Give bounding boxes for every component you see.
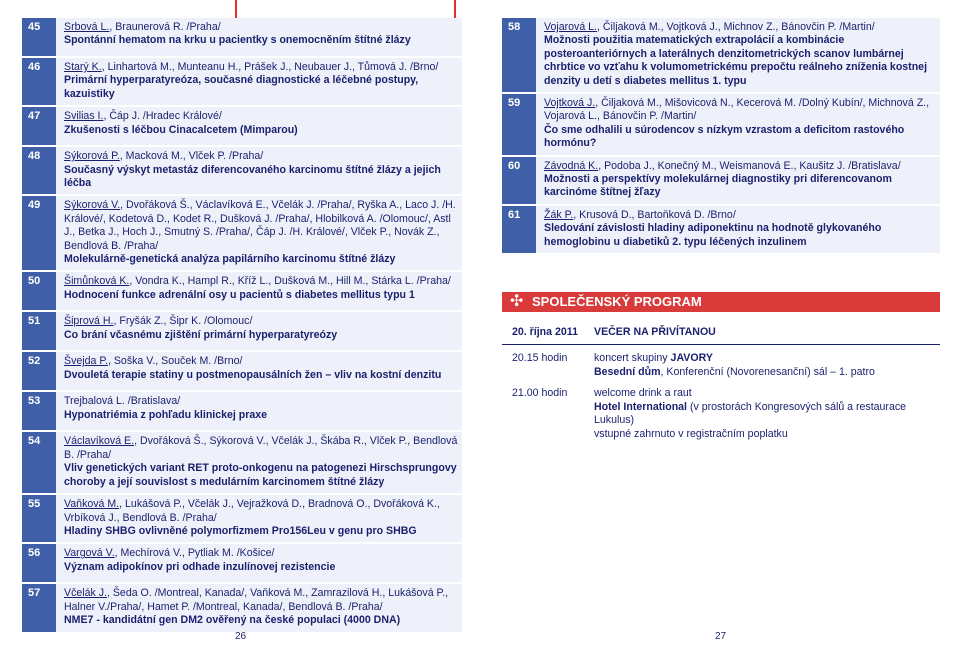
abstract-authors <box>64 315 337 328</box>
abstract-item <box>502 157 940 206</box>
presenting-author: Vojtková J. <box>544 97 596 110</box>
abstract-authors <box>64 587 462 614</box>
abstract-number: 50 <box>22 272 56 310</box>
abstract-title: Význam adipokínov pri odhade inzulínovej rezistencie <box>64 560 336 573</box>
abstract-item <box>22 272 462 312</box>
abstract-number: 59 <box>502 94 536 155</box>
abstract-item <box>22 312 462 352</box>
abstract-number: 49 <box>22 196 56 270</box>
abstract-number: 58 <box>502 18 536 92</box>
co-authors: , Braunerová R. /Praha/ <box>109 21 221 33</box>
abstract-title: Sledování závislosti hladiny adiponektinu na hodnotě glykovaného hemoglobinu u diabetiků 2. typu léčených inzulinem <box>544 222 882 248</box>
abstract-number: 56 <box>22 544 56 582</box>
event-venue-detail: (v prostorách Kongresových sálů a restaurace Lukulus) <box>594 400 907 427</box>
presenting-author: Sýkorová P. <box>64 150 120 163</box>
event-note: vstupné zahrnuto v registračním poplatku <box>594 427 788 440</box>
abstract-authors <box>544 97 940 124</box>
presenting-author: Starý K. <box>64 61 102 73</box>
abstract-item <box>22 432 462 495</box>
abstract-number: 55 <box>22 495 56 542</box>
abstract-item <box>22 352 462 392</box>
abstract-title: Hyponatriémia z pohľadu klinickej praxe <box>64 408 268 421</box>
co-authors: , Šeda O. /Montreal, Kanada/, Vaňková M., Zamrazilová H., Lukášová P., Halner V./Praha/, Hamet P. /Montreal, Kanada/, Bendlová B. /Praha/ <box>64 587 449 613</box>
abstract-number: 47 <box>22 107 56 145</box>
abstract-title: Hodnocení funkce adrenální osy u pacientů s diabetes mellitus typu 1 <box>64 288 415 301</box>
abstract-item <box>22 58 462 107</box>
abstract-number: 53 <box>22 392 56 430</box>
abstract-authors <box>64 355 441 368</box>
social-program-header <box>502 292 940 312</box>
event-time: 21.00 hodin <box>512 387 568 399</box>
co-authors: , Linhartová M., Munteanu H., Prášek J., Neubauer J., Tůmová J. /Brno/ <box>101 61 439 73</box>
abstract-authors <box>64 61 462 74</box>
abstract-title: Molekulárně-genetická analýza papilárního karcinomu štítné žlázy <box>64 253 396 266</box>
abstract-title: Primární hyperparatyreóza, současné diagnostické a léčebné postupy, kazuistiky <box>64 74 419 100</box>
abstract-title: Co brání včasnému zjištění primární hyperparatyreózy <box>64 328 338 341</box>
presenting-author: Svilias I. <box>64 110 104 123</box>
co-authors: , Lukášová P., Včelák J., Vejražková D., Bradnová O., Dvořáková K., Vrbíková J., Bendlová B. /Praha/ <box>64 498 440 524</box>
abstract-number: 48 <box>22 147 56 194</box>
abstract-authors <box>64 435 462 462</box>
presenting-author: Srbová L. <box>64 21 110 33</box>
abstract-title: Možnosti a perspektívy molekulárnej diagnostiky pri diferencovanom karcinóme štítnej žľazy <box>544 173 892 199</box>
abstract-number: 54 <box>22 432 56 493</box>
presenting-author: Václavíková E. <box>64 435 135 448</box>
abstract-number: 57 <box>22 584 56 631</box>
abstract-title: Spontánní hematom na krku u pacientky s onemocněním štítné žlázy <box>64 34 411 47</box>
co-authors: , Soška V., Souček M. /Brno/ <box>107 355 243 368</box>
event-date-row <box>502 326 940 345</box>
abstract-item <box>22 544 462 584</box>
abstract-authors <box>64 275 451 288</box>
abstract-authors <box>64 498 462 525</box>
page-number-right: 27 <box>715 631 727 642</box>
abstract-authors <box>64 150 462 163</box>
abstract-item <box>502 18 940 94</box>
page-marker-line <box>235 0 237 18</box>
page-marker-line-right <box>454 0 456 18</box>
presenting-author: Závodná K. <box>544 159 599 172</box>
abstract-authors <box>544 209 940 222</box>
abstract-authors <box>64 110 298 123</box>
co-authors: , Čiljaková M., Vojtková J., Michnov Z., Bánovčin P. /Martin/ <box>597 21 875 33</box>
abstract-title: Možnosti použitia matematických extrapolácií a kombinácie posteroanteriórnych a laterálnych denzitometrických scanov lumbárnej chrbtice vo vzťahu k volumometrickému prepočtu reálneho zníženia kostnej denzity u detí s diabetes mellitus 1. typu <box>544 34 928 87</box>
evening-title: VEČER NA PŘIVÍTANOU <box>594 326 716 338</box>
presenting-author: Šimůnková K. <box>64 275 130 288</box>
abstract-item <box>22 584 462 633</box>
abstract-authors <box>64 547 335 560</box>
co-authors: Trejbalová L. /Bratislava/ <box>64 395 181 408</box>
plus-icon: ✣ <box>510 293 524 310</box>
event-venue: Besední dům <box>594 365 661 378</box>
co-authors: , Dvořáková Š., Václavíková E., Včelák J. /Praha/, Ryška A., Laco J. /H. Králové/, Kodetová D., Kodet R., Dušková J. /Praha/, Hlobilková A. /Olomouc/, Astl J., Betka J., Hoch J., Smutný S. /Praha/, Čáp J. /H. Králové/, Vlček P., Novák Z., Bendlová B. /Praha/ <box>64 199 456 252</box>
left-abstract-list <box>22 18 462 634</box>
presenting-author: Vojarová L. <box>544 21 598 33</box>
abstract-title: Vliv genetických variant RET proto-onkogenu na patogenezi Hirschsprungovy choroby a její souvislost s medulárním karcinomem štítné žlázy <box>64 462 457 488</box>
abstract-item <box>502 94 940 157</box>
co-authors: , Čiljaková M., Mišovicová N., Kecerová M. /Dolný Kubín/, Michnová Z., Vojarová L., Bánovčin P. /Martin/ <box>544 97 930 123</box>
co-authors: , Mechírová V., Pytliak M. /Košice/ <box>114 547 275 560</box>
presenting-author: Žák P. <box>544 208 574 221</box>
event-venue: Hotel International <box>594 400 687 413</box>
abstract-title: Dvouletá terapie statiny u postmenopausálních žen – vliv na kostní denzitu <box>64 368 442 381</box>
abstract-item <box>22 18 462 58</box>
abstract-item <box>22 392 462 432</box>
event-time: 20.15 hodin <box>512 352 568 364</box>
co-authors: , Macková M., Vlček P. /Praha/ <box>119 150 264 163</box>
abstract-number: 61 <box>502 206 536 253</box>
presenting-author: Šiprová H. <box>64 315 114 328</box>
abstract-authors <box>64 21 411 34</box>
abstract-number: 60 <box>502 157 536 204</box>
abstract-title: NME7 - kandidátní gen DM2 ověřený na české populaci (4000 DNA) <box>64 614 401 627</box>
co-authors: , Fryšák Z., Šipr K. /Olomouc/ <box>113 315 253 328</box>
abstract-authors <box>544 21 940 34</box>
abstract-authors <box>64 199 462 253</box>
abstract-title: Čo sme odhalili u súrodencov s nízkym vzrastom a deficitom rastového hormónu? <box>544 123 905 150</box>
abstract-authors <box>64 395 267 408</box>
event-desc: welcome drink a raut <box>594 387 692 399</box>
co-authors: , Krusová D., Bartoňková D. /Brno/ <box>573 208 736 221</box>
abstract-authors <box>544 160 940 173</box>
event-item <box>502 352 940 379</box>
presenting-author: Včelák J. <box>64 587 107 600</box>
abstract-title: Hladiny SHBG ovlivněné polymorfizmem Pro156Leu v genu pro SHBG <box>64 524 417 537</box>
social-program-title: SPOLEČENSKÝ PROGRAM <box>532 294 702 309</box>
co-authors: , Čáp J. /Hradec Králové/ <box>103 110 222 123</box>
abstract-title: Současný výskyt metastáz diferencovaného karcinomu štítné žlázy a jejich léčba <box>64 163 441 190</box>
abstract-title: Zkušenosti s léčbou Cinacalcetem (Mimparou) <box>64 123 298 136</box>
co-authors: , Vondra K., Hampl R., Kříž L., Dušková M., Hill M., Stárka L. /Praha/ <box>129 275 451 288</box>
abstract-item <box>22 196 462 272</box>
presenting-author: Vargová V. <box>64 547 115 560</box>
abstract-item <box>22 495 462 544</box>
co-authors: , Podoba J., Konečný M., Weismanová E., Kaušitz J. /Bratislava/ <box>598 159 901 172</box>
event-desc: koncert skupiny <box>594 352 671 364</box>
right-abstract-list <box>502 18 940 255</box>
co-authors: , Dvořáková Š., Sýkorová V., Včelák J., Škába R., Vlček P., Bendlová B. /Praha/ <box>64 435 458 461</box>
event-desc-bold: JAVORY <box>670 352 713 364</box>
event-date: 20. října 2011 <box>512 326 578 338</box>
event-venue-detail: , Konferenční (Novorenesanční) sál – 1. patro <box>660 365 875 378</box>
abstract-item <box>22 147 462 196</box>
presenting-author: Švejda P. <box>64 355 108 368</box>
page-number-left: 26 <box>235 631 247 642</box>
presenting-author: Vaňková M. <box>64 498 120 511</box>
abstract-number: 51 <box>22 312 56 350</box>
event-item <box>502 387 940 441</box>
abstract-number: 52 <box>22 352 56 390</box>
abstract-item <box>22 107 462 147</box>
presenting-author: Sýkorová V. <box>64 199 121 212</box>
abstract-number: 45 <box>22 18 56 56</box>
abstract-item <box>502 206 940 255</box>
abstract-number: 46 <box>22 58 56 105</box>
